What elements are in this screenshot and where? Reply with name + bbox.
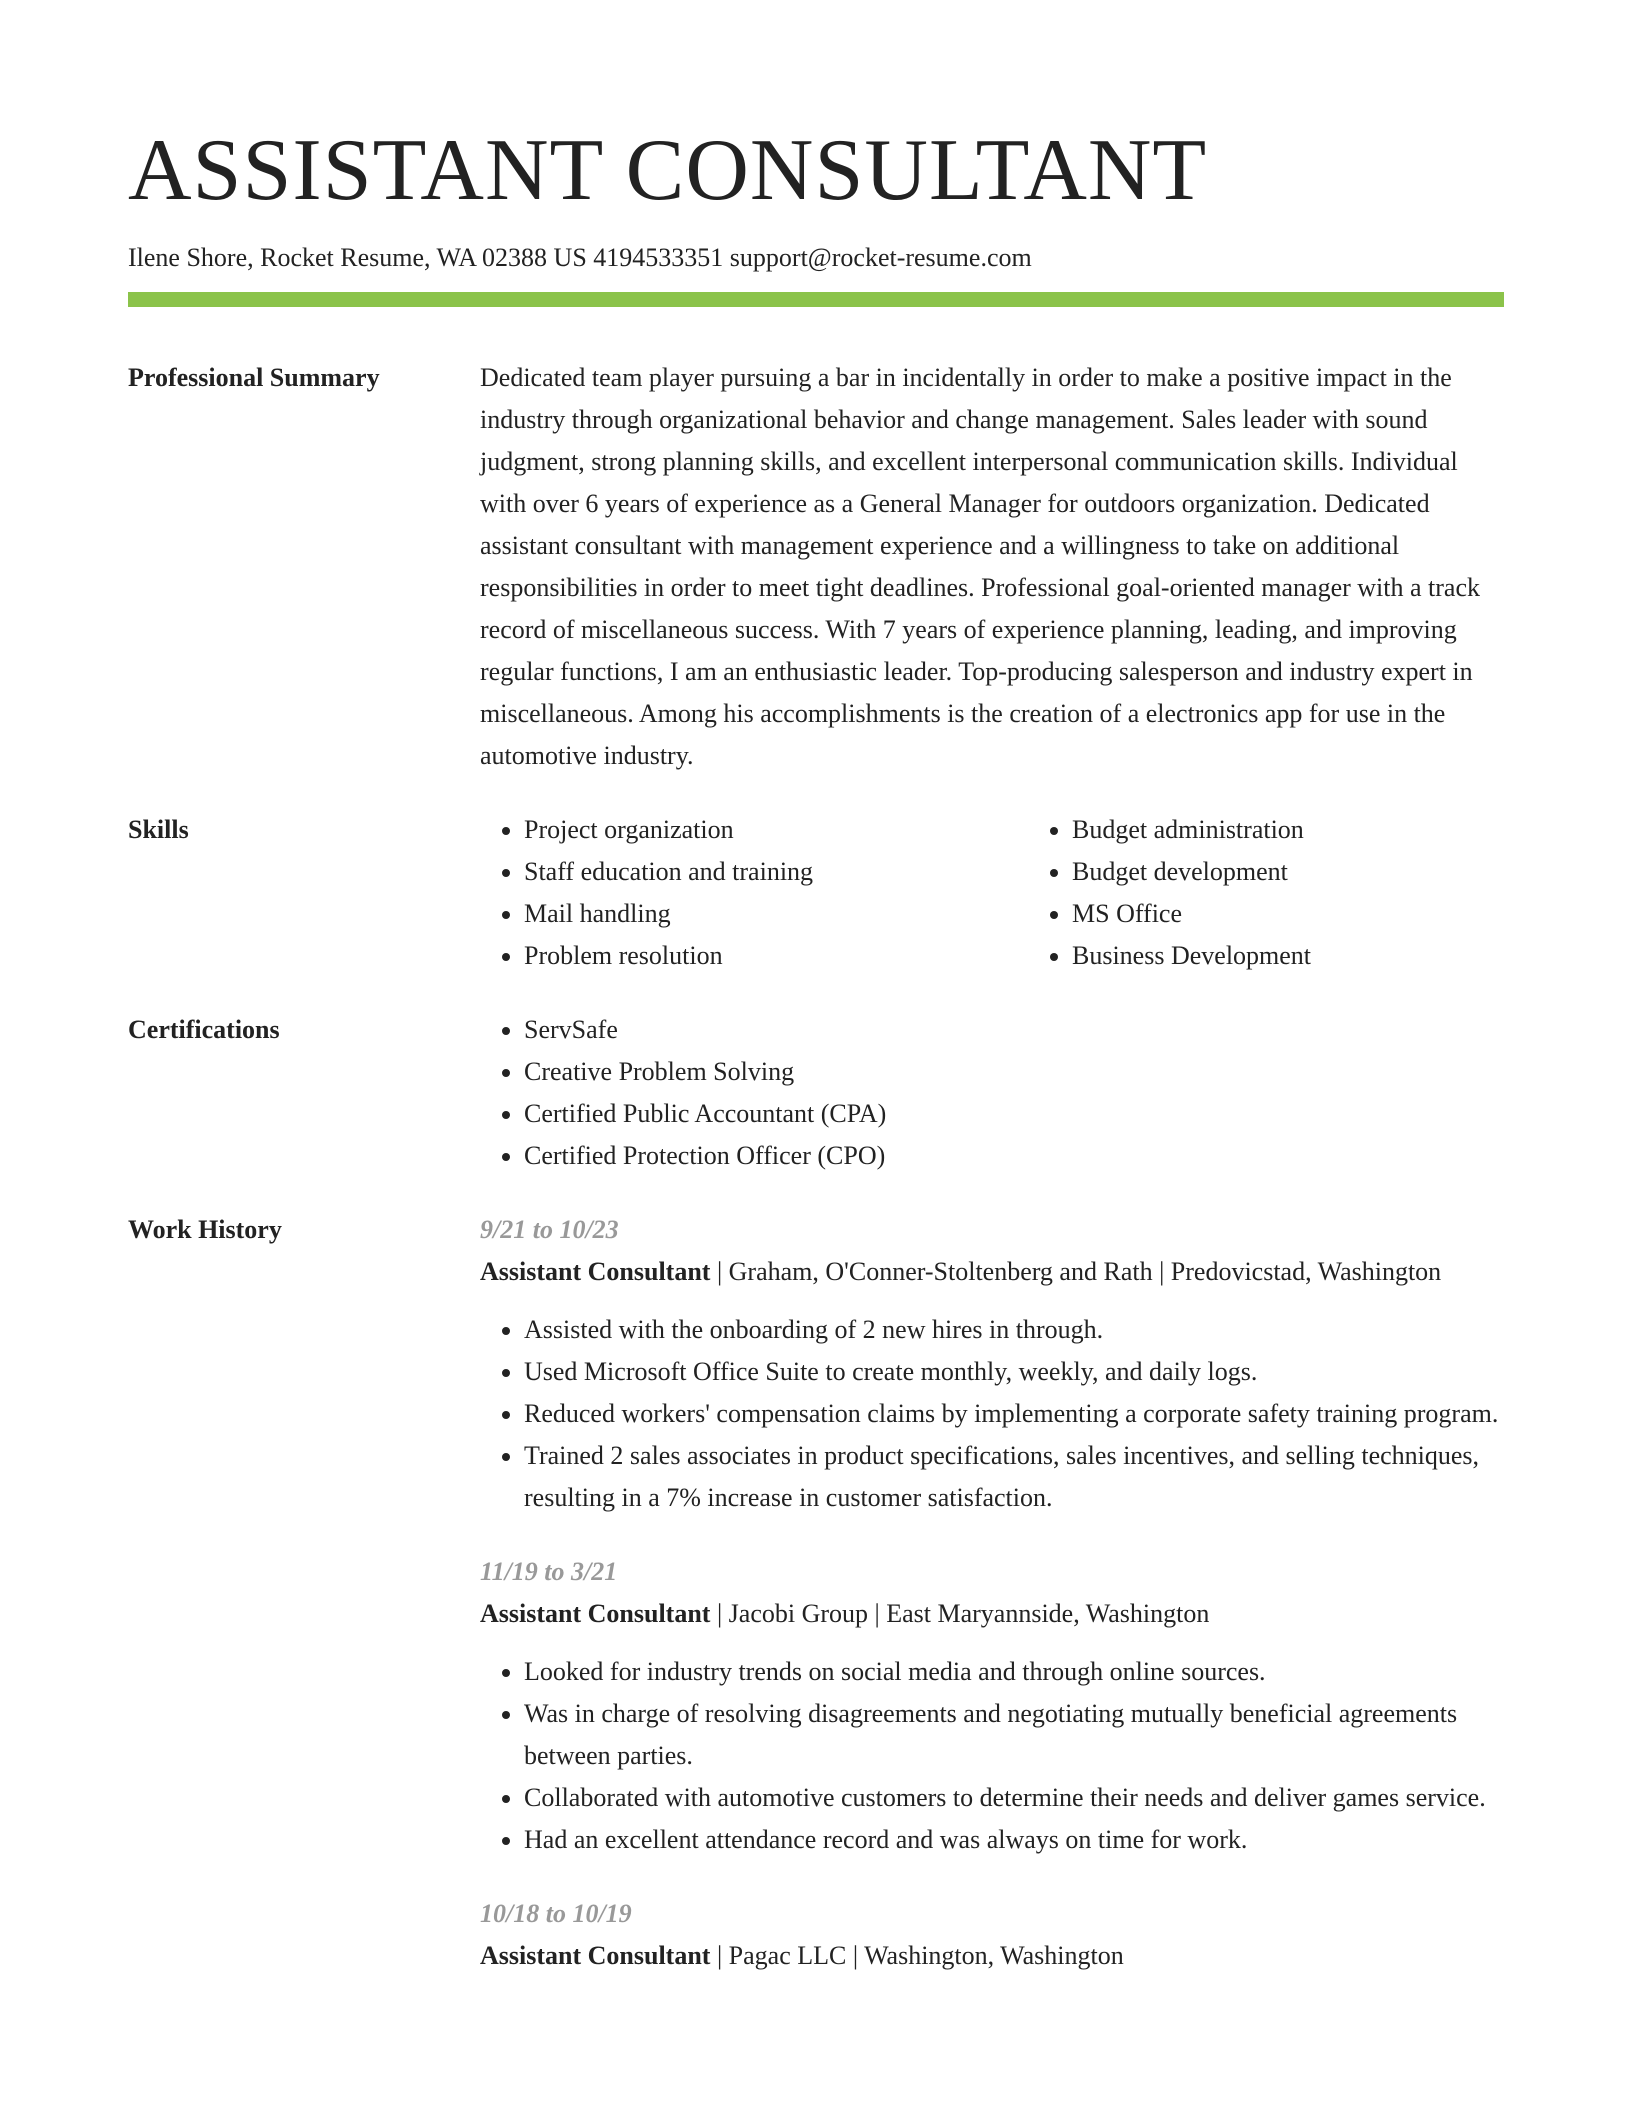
job-dates: 11/19 to 3/21 <box>480 1557 618 1586</box>
section-label-certifications: Certifications <box>128 1015 280 1044</box>
job-bullet: • Looked for industry trends on social media and through online sources. <box>524 1651 1504 1693</box>
job-entry <box>480 1893 1504 1977</box>
skills-list-left <box>480 809 1028 977</box>
job-details: | Pagac LLC | Washington, Washington <box>710 1941 1124 1970</box>
job-bullets <box>480 1651 1504 1861</box>
job-title: Assistant Consultant <box>480 1599 711 1628</box>
job-bullet: • Trained 2 sales associates in product specifications, sales incentives, and selling techniques, resulting in a 7% increase in customer satisfaction. <box>524 1435 1504 1519</box>
certifications-section <box>128 1009 1504 1177</box>
job-bullet: • Collaborated with automotive customers to determine their needs and deliver games service. <box>524 1777 1504 1819</box>
job-bullet: • Assisted with the onboarding of 2 new hires in through. <box>524 1309 1504 1351</box>
job-heading <box>480 1251 1504 1293</box>
section-label-skills: Skills <box>128 815 189 844</box>
skill-item: • MS Office <box>1072 893 1576 935</box>
certifications-list <box>480 1009 1504 1177</box>
job-title: Assistant Consultant <box>480 1257 711 1286</box>
skill-item: • Mail handling <box>524 893 1028 935</box>
job-entry <box>480 1551 1504 1861</box>
resume-name: ASSISTANT CONSULTANT <box>128 122 1208 219</box>
summary-body <box>480 357 1504 777</box>
skills-body <box>480 809 1576 977</box>
skills-section <box>128 809 1504 977</box>
contact-line: Ilene Shore, Rocket Resume, WA 02388 US 4194533351 support@rocket-resume.com <box>128 243 1032 272</box>
skill-item: • Business Development <box>1072 935 1576 977</box>
job-bullet: • Was in charge of resolving disagreements and negotiating mutually beneficial agreements between parties. <box>524 1693 1504 1777</box>
certification-item: • Certified Public Accountant (CPA) <box>524 1093 1504 1135</box>
skill-item: • Project organization <box>524 809 1028 851</box>
work-history-body <box>480 1209 1504 2009</box>
job-bullets <box>480 1309 1504 1519</box>
section-label-work-history: Work History <box>128 1215 282 1244</box>
skills-list-right <box>1028 809 1576 977</box>
certifications-body <box>480 1009 1504 1177</box>
certification-item: • Creative Problem Solving <box>524 1051 1504 1093</box>
job-bullet: • Used Microsoft Office Suite to create monthly, weekly, and daily logs. <box>524 1351 1504 1393</box>
resume-page <box>128 0 1504 2009</box>
certification-item: • Certified Protection Officer (CPO) <box>524 1135 1504 1177</box>
job-title: Assistant Consultant <box>480 1941 711 1970</box>
job-bullet: • Reduced workers' compensation claims by implementing a corporate safety training program. <box>524 1393 1504 1435</box>
skill-item: • Budget administration <box>1072 809 1576 851</box>
section-label-summary: Professional Summary <box>128 363 380 392</box>
job-entry <box>480 1209 1504 1519</box>
job-heading <box>480 1593 1504 1635</box>
job-details: | Graham, O'Conner-Stoltenberg and Rath | Predovicstad, Washington <box>710 1257 1442 1286</box>
certification-item: • ServSafe <box>524 1009 1504 1051</box>
skill-item: • Budget development <box>1072 851 1576 893</box>
job-heading <box>480 1935 1504 1977</box>
skill-item: • Problem resolution <box>524 935 1028 977</box>
work-history-section <box>128 1209 1504 2009</box>
summary-text: Dedicated team player pursuing a bar in incidentally in order to make a positive impact in the industry through organizational behavior and change management. Sales leader with sound judgment, strong planning skills, and excellent interpersonal communication skills. Individual with over 6 years of experience as a General Manager for outdoors organization. Dedicated assistant consultant with management experience and a willingness to take on additional responsibilities in order to meet tight deadlines. Professional goal-oriented manager with a track record of miscellaneous success. With 7 years of experience planning, leading, and improving regular functions, I am an enthusiastic leader. Top-producing salesperson and industry expert in miscellaneous. Among his accomplishments is the creation of a electronics app for use in the automotive industry. <box>480 363 1480 770</box>
summary-section <box>128 357 1504 777</box>
accent-divider <box>128 292 1504 307</box>
job-bullet: • Had an excellent attendance record and was always on time for work. <box>524 1819 1504 1861</box>
skill-item: • Staff education and training <box>524 851 1028 893</box>
job-dates: 9/21 to 10/23 <box>480 1215 619 1244</box>
job-details: | Jacobi Group | East Maryannside, Washington <box>710 1599 1210 1628</box>
job-dates: 10/18 to 10/19 <box>480 1899 632 1928</box>
